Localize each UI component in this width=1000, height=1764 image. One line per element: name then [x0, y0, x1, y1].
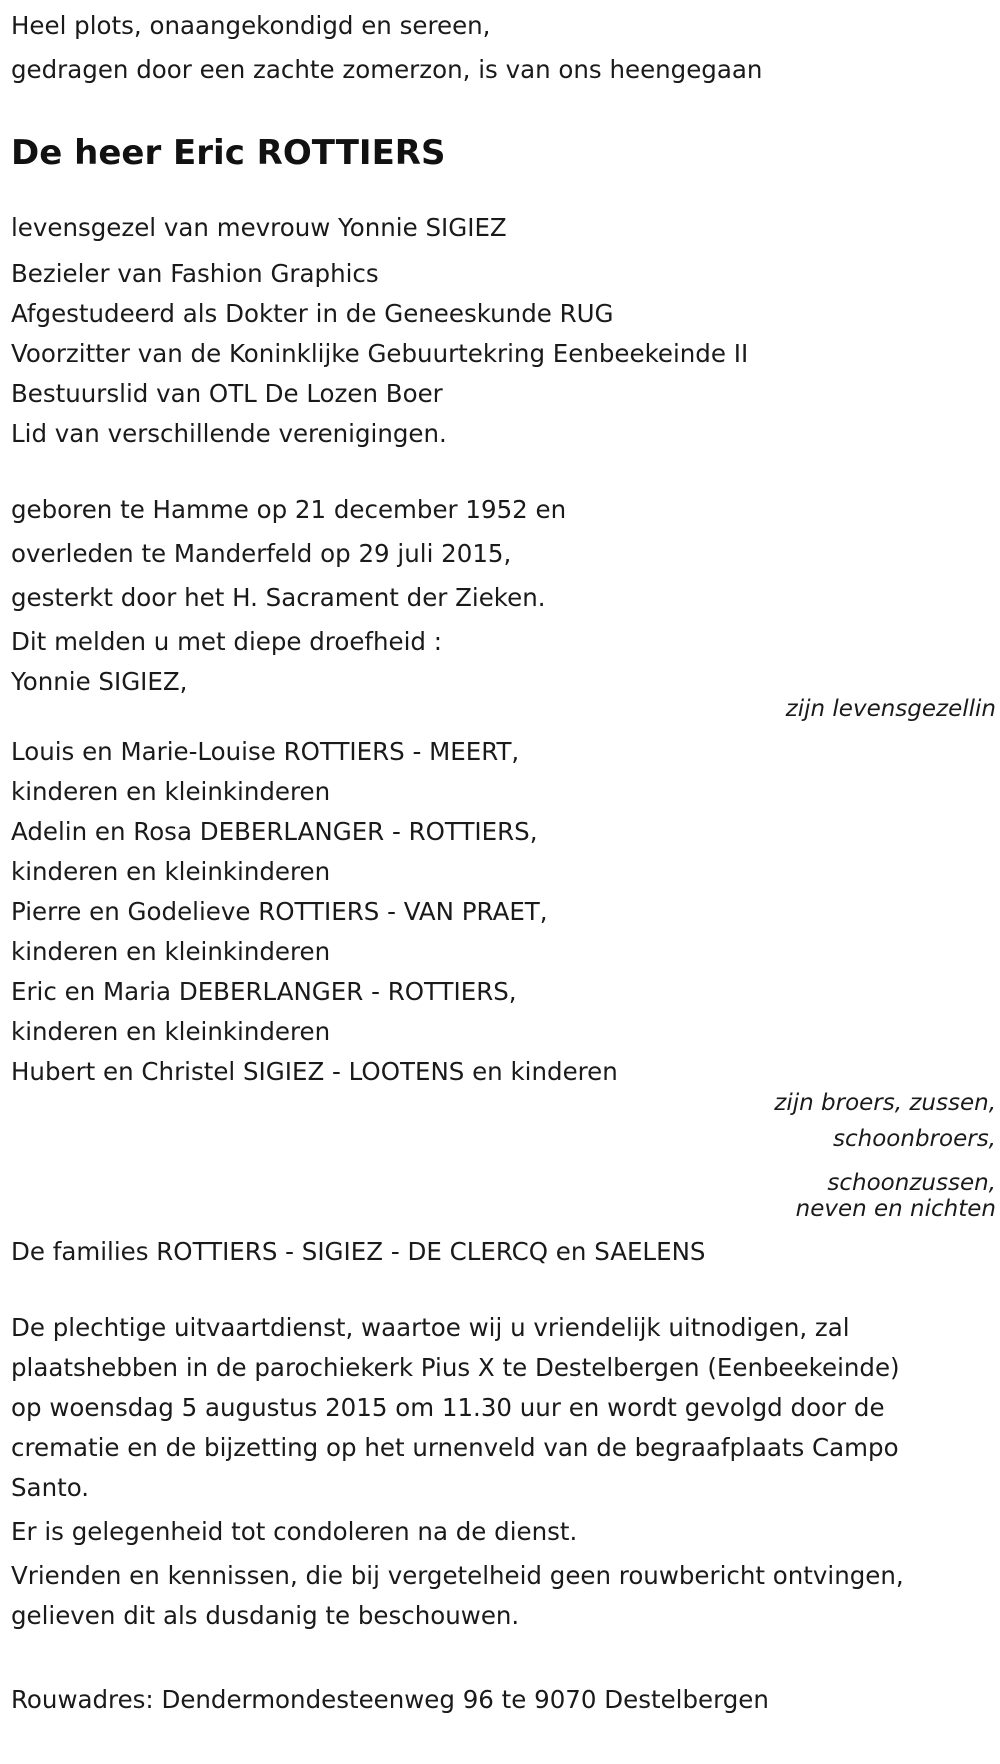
obituary [11, 0, 996, 1720]
relation-line: neven en nichten [795, 1196, 996, 1222]
sibling-line: kinderen en kleinkinderen [11, 777, 331, 806]
sibling-line: kinderen en kleinkinderen [11, 1017, 331, 1046]
deceased-name: De heer Eric ROTTIERS [11, 133, 446, 173]
sibling-line: Adelin en Rosa DEBERLANGER - ROTTIERS, [11, 817, 538, 846]
sibling-line: kinderen en kleinkinderen [11, 857, 331, 886]
role-item: Voorzitter van de Koninklijke Gebuurtekring Eenbeekeinde II [11, 339, 749, 368]
service-line: De plechtige uitvaartdienst, waartoe wij u vriendelijk uitnodigen, zal [11, 1313, 850, 1342]
service-line: crematie en de bijzetting op het urnenveld van de begraafplaats Campo [11, 1433, 899, 1462]
service-paragraph [11, 1308, 996, 1508]
relation-line: schoonzussen, [827, 1170, 996, 1196]
families-line: De families ROTTIERS - SIGIEZ - DE CLERCQ en SAELENS [11, 1237, 706, 1266]
roles-list [11, 254, 996, 454]
relation-siblings [11, 1086, 996, 1220]
condolence-line: Er is gelegenheid tot condoleren na de dienst. [11, 1517, 578, 1546]
intro [11, 6, 996, 90]
role-item: Bestuurslid van OTL De Lozen Boer [11, 379, 443, 408]
intro-line: Heel plots, onaangekondigd en sereen, [11, 11, 491, 40]
service-line: Santo. [11, 1473, 90, 1502]
siblings-list [11, 732, 996, 1092]
friends-line: Vrienden en kennissen, die bij vergetelheid geen rouwbericht ontvingen, [11, 1561, 904, 1590]
intro-line: gedragen door een zachte zomerzon, is van ons heengegaan [11, 55, 763, 84]
announce-line: Dit melden u met diepe droefheid : [11, 627, 443, 656]
friends-paragraph [11, 1556, 996, 1636]
relation-line: schoonbroers, [833, 1126, 996, 1152]
sibling-line: Pierre en Godelieve ROTTIERS - VAN PRAET, [11, 897, 548, 926]
partner-line: levensgezel van mevrouw Yonnie SIGIEZ [11, 213, 507, 242]
role-item: Afgestudeerd als Dokter in de Geneeskunde RUG [11, 299, 614, 328]
sibling-line: Hubert en Christel SIGIEZ - LOOTENS en kinderen [11, 1057, 618, 1086]
death-line: overleden te Manderfeld op 29 juli 2015, [11, 539, 512, 568]
mourner-partner: Yonnie SIGIEZ, [11, 667, 188, 696]
relation-partner: zijn levensgezellin [785, 696, 996, 722]
address-line: Rouwadres: Dendermondesteenweg 96 te 9070 Destelbergen [11, 1685, 769, 1714]
sacrament-line: gesterkt door het H. Sacrament der Zieken. [11, 583, 546, 612]
sibling-line: Eric en Maria DEBERLANGER - ROTTIERS, [11, 977, 517, 1006]
birth-line: geboren te Hamme op 21 december 1952 en [11, 495, 567, 524]
service-line: plaatshebben in de parochiekerk Pius X te Destelbergen (Eenbeekeinde) [11, 1353, 900, 1382]
service-line: op woensdag 5 augustus 2015 om 11.30 uur en wordt gevolgd door de [11, 1393, 885, 1422]
role-item: Lid van verschillende verenigingen. [11, 419, 447, 448]
sibling-line: Louis en Marie-Louise ROTTIERS - MEERT, [11, 737, 520, 766]
role-item: Bezieler van Fashion Graphics [11, 259, 379, 288]
relation-line: zijn broers, zussen, [774, 1090, 996, 1116]
sibling-line: kinderen en kleinkinderen [11, 937, 331, 966]
friends-line: gelieven dit als dusdanig te beschouwen. [11, 1601, 520, 1630]
